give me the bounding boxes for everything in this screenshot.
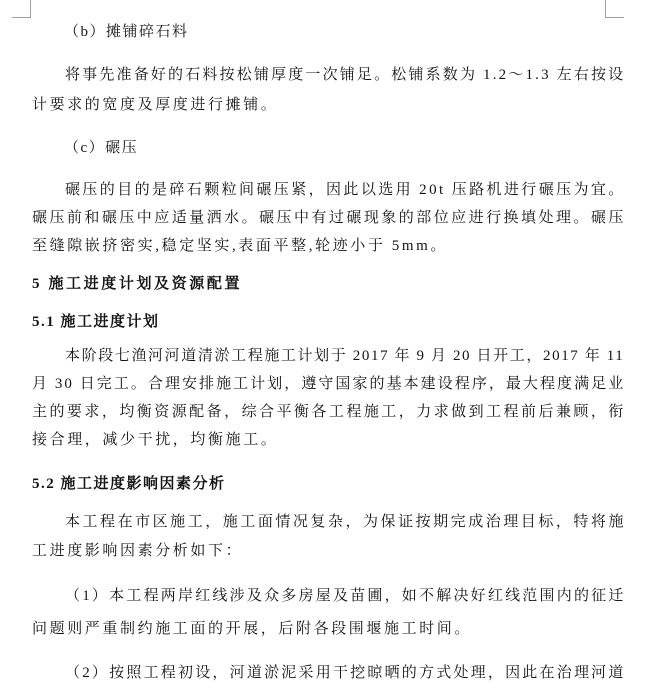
paragraph-line: 碾压的目的是碎石颗粒间碾压紧，因此以选用 20t 压路机进行碾压为宜。	[65, 182, 626, 198]
paragraph-line: 主的要求，均衡资源配备，综合平衡各工程施工，力求做到工程前后兼顾，衔	[32, 404, 626, 420]
list-item-line: 问题则严重制约施工面的开展，后附各段围堰施工时间。	[32, 621, 473, 637]
margin-corner-mark-top-left	[30, 0, 31, 18]
list-item-line: （2）按照工程初设，河道淤泥采用干挖晾晒的方式处理，因此在治理河道	[65, 665, 626, 681]
item-b-heading: （b）摊铺碎石料	[64, 24, 189, 40]
paragraph-line: 月 30 日完工。合理安排施工计划，遵守国家的基本建设程序，最大程度满足业	[32, 376, 626, 392]
paragraph-line: 将事先准备好的石料按松铺厚度一次铺足。松铺系数为 1.2～1.3 左右按设	[65, 67, 626, 83]
paragraph-line: 本阶段七渔河河道清淤工程施工计划于 2017 年 9 月 20 日开工，2017 年 11	[65, 348, 625, 364]
section-5-heading: 5 施工进度计划及资源配置	[32, 276, 243, 292]
paragraph-line: 计要求的宽度及厚度进行摊铺。	[32, 97, 279, 113]
paragraph-line: 接合理，减少干扰，均衡施工。	[32, 432, 279, 448]
paragraph-line: 工进度影响因素分析如下：	[32, 543, 244, 559]
list-item-line: （1）本工程两岸红线涉及众多房屋及苗圃，如不解决好红线范围内的征迁	[65, 588, 626, 604]
margin-corner-mark-top-right	[605, 17, 624, 18]
section-5-2-heading: 5.2 施工进度影响因素分析	[32, 476, 226, 492]
paragraph-line: 碾压前和碾压中应适量洒水。碾压中有过碾现象的部位应进行换填处理。碾压	[32, 210, 626, 226]
item-c-heading: （c）碾压	[64, 140, 139, 156]
paragraph-line: 至缝隙嵌挤密实,稳定坚实,表面平整,轮迹小于 5mm。	[32, 238, 449, 254]
margin-corner-mark-top-left	[12, 17, 31, 18]
section-5-1-heading: 5.1 施工进度计划	[32, 314, 160, 330]
paragraph-line: 本工程在市区施工，施工面情况复杂，为保证按期完成治理目标，特将施	[65, 514, 626, 530]
margin-corner-mark-top-right	[605, 0, 606, 18]
